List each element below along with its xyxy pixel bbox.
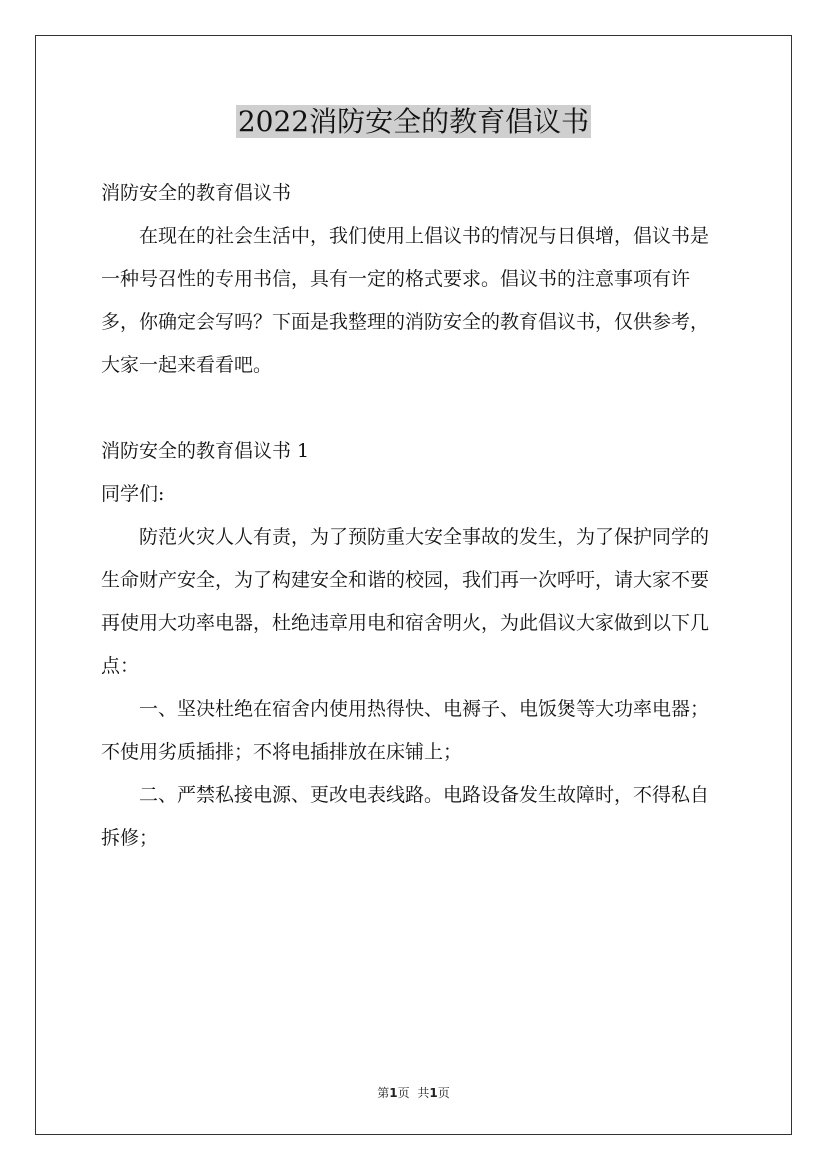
document-title-text: 2022消防安全的教育倡议书 xyxy=(237,105,590,138)
page-footer xyxy=(0,1084,827,1101)
total-label-prefix: 共 xyxy=(417,1086,430,1100)
body-paragraph-3: 二、严禁私接电源、更改电表线路。电路设备发生故障时，不得私自拆修； xyxy=(101,784,710,849)
body-paragraph-1: 防范火灾人人有责，为了预防重大安全事故的发生，为了保护同学的生命财产安全，为了构建安全和谐的校园，我们再一次呼吁，请大家不要再使用大功率电器，杜绝违章用电和宿舍明火，为此倡议大家做到以下几点： xyxy=(101,526,710,677)
section-heading-1: 消防安全的教育倡议书 1 xyxy=(101,440,310,462)
page-current: 1 xyxy=(389,1086,398,1100)
section-heading-intro: 消防安全的教育倡议书 xyxy=(101,182,292,204)
document-body xyxy=(101,172,727,860)
salutation: 同学们: xyxy=(101,483,165,505)
intro-paragraph: 在现在的社会生活中，我们使用上倡议书的情况与日俱增，倡议书是一种号召性的专用书信，具有一定的格式要求。倡议书的注意事项有许多，你确定会写吗？下面是我整理的消防安全的教育倡议书，仅供参考，大家一起来看看吧。 xyxy=(101,225,710,376)
paragraph-gap xyxy=(101,387,727,430)
body-paragraph-2: 一、坚决杜绝在宿舍内使用热得快、电褥子、电饭煲等大功率电器；不使用劣质插排；不将电插排放在床铺上； xyxy=(101,698,710,763)
page-total: 1 xyxy=(429,1086,438,1100)
total-label-suffix: 页 xyxy=(437,1086,450,1100)
page-label-prefix: 第 xyxy=(377,1086,390,1100)
page-label-suffix: 页 xyxy=(397,1086,410,1100)
document-title xyxy=(0,100,827,144)
